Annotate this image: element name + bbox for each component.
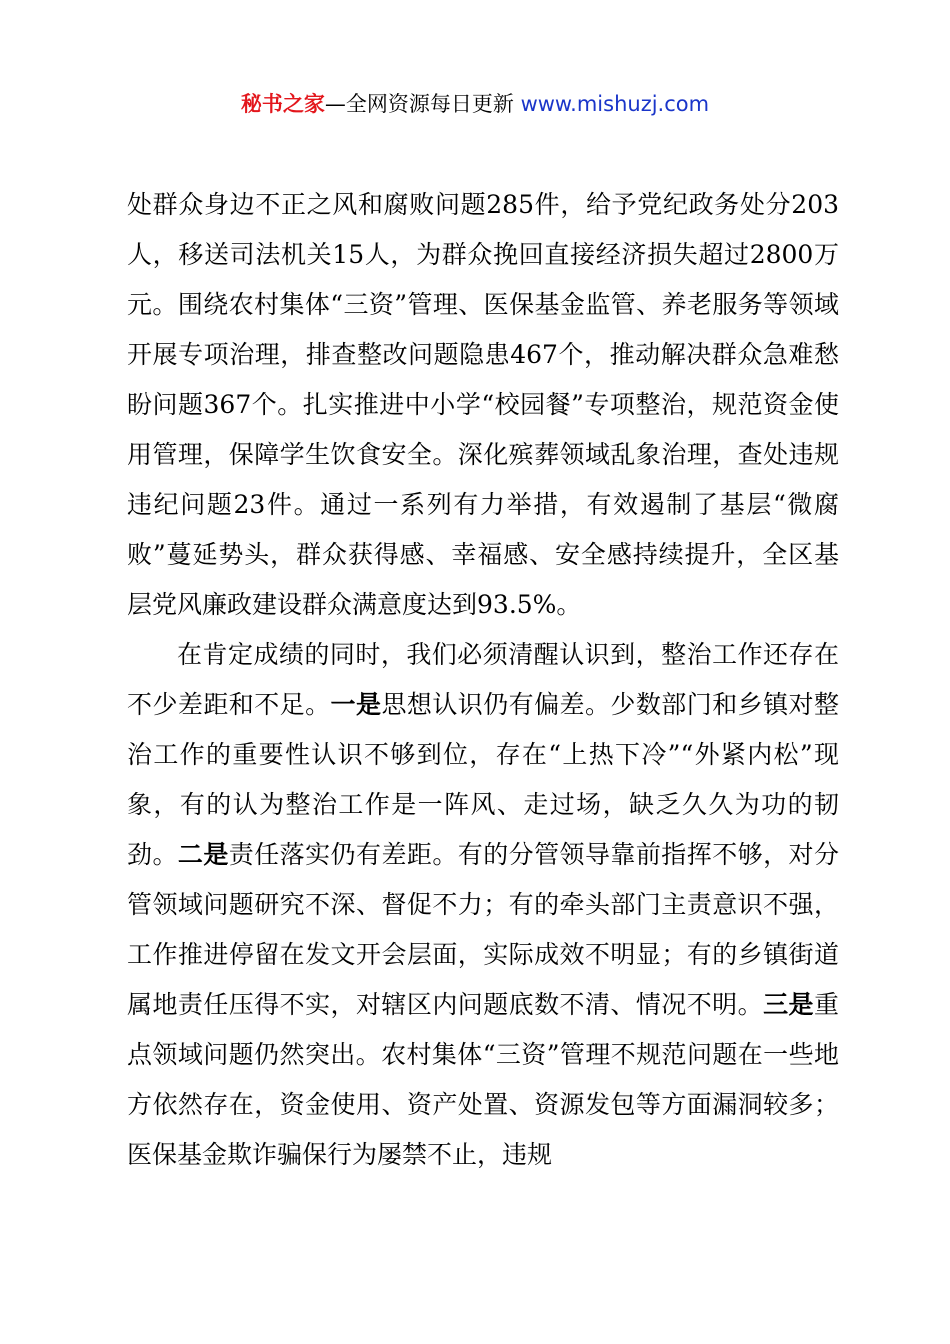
point-one-text: 思想认识仍有偏差。少数部门和乡镇对整治工作的重要性认识不够到位，存在“上热下冷”“外紧内松”现象，有的认为整治工作是一阵风、走过场，缺乏久久为功的韧劲。 bbox=[127, 690, 839, 869]
document-body bbox=[127, 180, 839, 1180]
point-three-text: 重点领域问题仍然突出。农村集体“三资”管理不规范问题在一些地方依然存在，资金使用、资产处置、资源发包等方面漏洞较多；医保基金欺诈骗保行为屡禁不止，违规 bbox=[127, 990, 839, 1169]
point-three-label: 三是 bbox=[763, 990, 814, 1019]
paragraph-results: 处群众身边不正之风和腐败问题285件，给予党纪政务处分203人，移送司法机关15人，为群众挽回直接经济损失超过2800万元。围绕农村集体“三资”管理、医保基金监管、养老服务等领域开展专项治理，排查整改问题隐患467个，推动解决群众急难愁盼问题367个。扎实推进中小学“校园餐”专项整治，规范资金使用管理，保障学生饮食安全。深化殡葬领域乱象治理，查处违规违纪问题23件。通过一系列有力举措，有效遏制了基层“微腐败”蔓延势头，群众获得感、幸福感、安全感持续提升，全区基层党风廉政建设群众满意度达到93.5%。 bbox=[127, 190, 839, 619]
site-slogan: —全网资源每日更新 bbox=[324, 92, 514, 116]
paragraph-shortcomings bbox=[127, 630, 839, 1180]
shortcomings-intro: 在肯定成绩的同时，我们必须清醒认识到，整治工作还存在不少差距和不足。 bbox=[127, 640, 839, 719]
point-two-label: 二是 bbox=[177, 840, 229, 869]
site-header bbox=[0, 88, 950, 120]
point-one-label: 一是 bbox=[330, 690, 382, 719]
site-brand: 秘书之家 bbox=[240, 92, 325, 116]
point-two-text: 责任落实仍有差距。有的分管领导靠前指挥不够，对分管领域问题研究不深、督促不力；有的牵头部门主责意识不强，工作推进停留在发文开会层面，实际成效不明显；有的乡镇街道属地责任压得不实，对辖区内问题底数不清、情况不明。 bbox=[127, 840, 839, 1019]
site-url-link[interactable]: www.mishuzj.com bbox=[520, 92, 710, 116]
